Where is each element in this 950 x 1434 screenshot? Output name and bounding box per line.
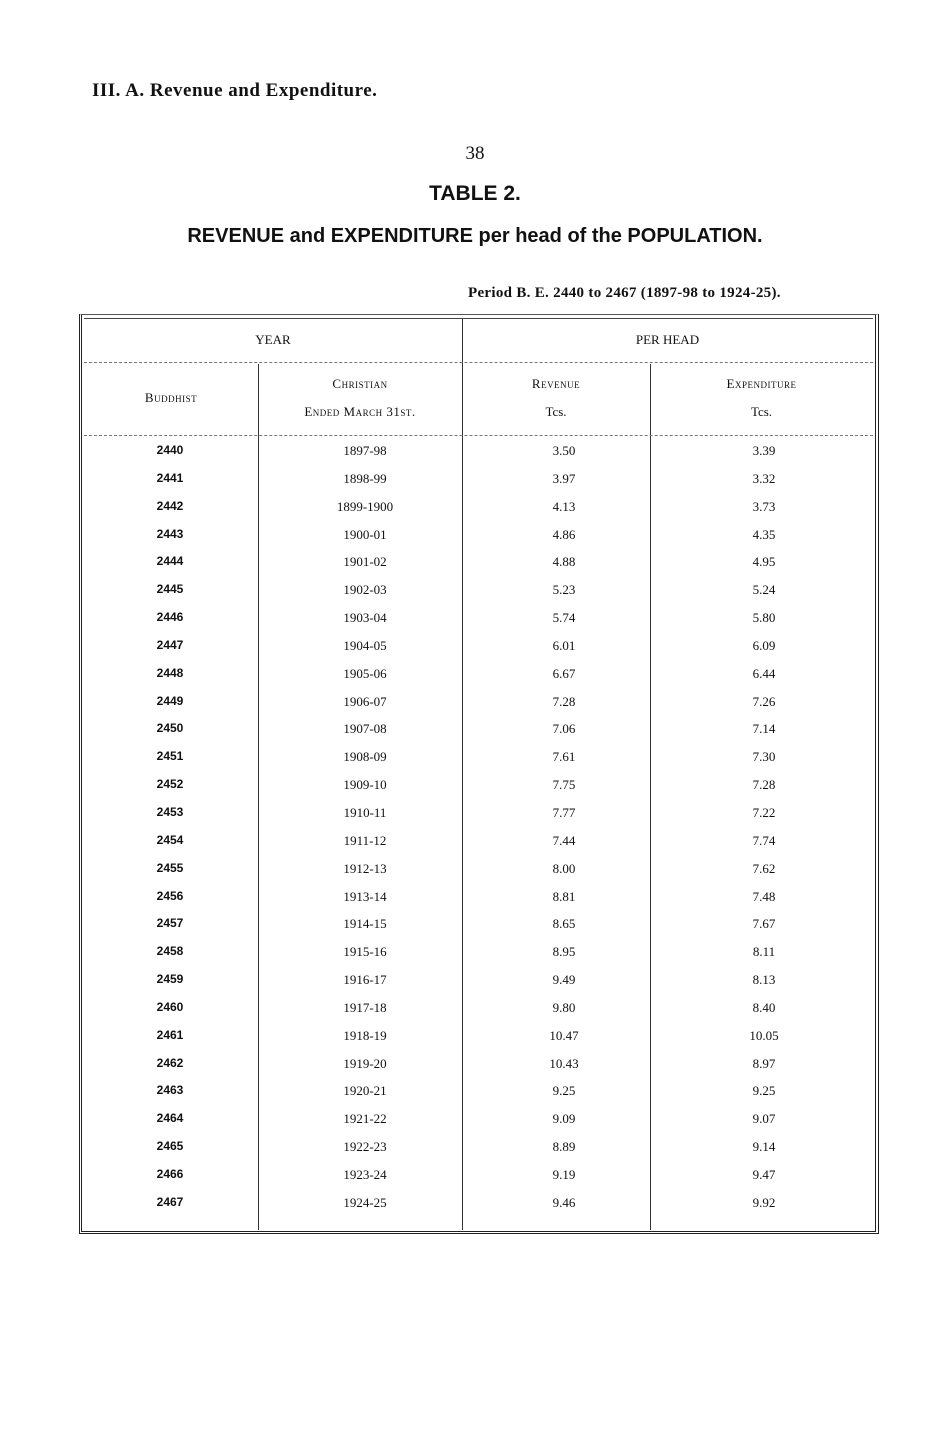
- buddhist-year-cell: 2448: [156, 665, 184, 680]
- header-rule-bottom: [84, 435, 873, 436]
- buddhist-year-cell: 2442: [156, 498, 184, 513]
- christian-year-cell: 1919-20: [343, 1055, 387, 1071]
- expenditure-per-head-cell: 7.26: [752, 693, 776, 709]
- header-christian: Christian: [332, 376, 388, 391]
- revenue-per-head-cell: 9.25: [552, 1083, 576, 1099]
- table-row: [0, 1139, 950, 1167]
- christian-year-cell: 1902-03: [343, 582, 387, 598]
- section-title: III. A. Revenue and Expenditure.: [92, 80, 378, 101]
- table-row: [0, 499, 950, 527]
- table-row: [0, 610, 950, 638]
- buddhist-year-cell: 2455: [156, 860, 184, 875]
- revenue-per-head-cell: 9.80: [552, 999, 576, 1015]
- christian-year-cell: 1918-19: [343, 1027, 387, 1043]
- revenue-per-head-cell: 7.44: [552, 832, 576, 848]
- header-per-head: PER HEAD: [635, 332, 700, 347]
- table-row: [0, 638, 950, 666]
- expenditure-per-head-cell: 3.39: [752, 443, 776, 458]
- christian-year-cell: 1898-99: [343, 470, 387, 486]
- header-expenditure-unit: Tcs.: [750, 404, 773, 419]
- christian-year-cell: 1921-22: [343, 1111, 387, 1127]
- table-row: [0, 777, 950, 805]
- christian-year-cell: 1911-12: [343, 832, 387, 848]
- revenue-per-head-cell: 9.09: [552, 1111, 576, 1127]
- buddhist-year-cell: 2440: [156, 443, 184, 457]
- revenue-per-head-cell: 10.47: [549, 1027, 579, 1043]
- expenditure-per-head-cell: 4.95: [752, 554, 776, 570]
- expenditure-per-head-cell: 3.32: [752, 470, 776, 486]
- expenditure-per-head-cell: 8.11: [752, 944, 776, 960]
- christian-year-cell: 1912-13: [343, 860, 387, 876]
- expenditure-per-head-cell: 7.22: [752, 804, 776, 820]
- buddhist-year-cell: 2466: [156, 1166, 184, 1181]
- table-row: [0, 833, 950, 861]
- buddhist-year-cell: 2464: [156, 1111, 184, 1126]
- expenditure-per-head-cell: 3.73: [752, 498, 776, 514]
- christian-year-cell: 1900-01: [343, 526, 387, 542]
- expenditure-per-head-cell: 8.40: [752, 999, 776, 1015]
- buddhist-year-cell: 2461: [156, 1027, 184, 1042]
- table-row: [0, 889, 950, 917]
- table-row: [0, 1167, 950, 1195]
- buddhist-year-cell: 2446: [156, 610, 184, 625]
- table-row: [0, 805, 950, 833]
- header-year: YEAR: [255, 332, 291, 347]
- expenditure-per-head-cell: 7.74: [752, 832, 776, 848]
- expenditure-per-head-cell: 7.48: [752, 888, 776, 904]
- buddhist-year-cell: 2460: [156, 999, 184, 1014]
- revenue-per-head-cell: 9.46: [552, 1194, 576, 1210]
- expenditure-per-head-cell: 6.09: [752, 637, 776, 653]
- buddhist-year-cell: 2467: [156, 1194, 184, 1209]
- christian-year-cell: 1904-05: [343, 637, 387, 653]
- christian-year-cell: 1905-06: [343, 665, 387, 681]
- header-rule-top: [84, 318, 873, 319]
- revenue-per-head-cell: 3.50: [552, 443, 576, 458]
- period-label: Period B. E. 2440 to 2467 (1897-98 to 1924-25).: [468, 285, 781, 301]
- table-row: [0, 666, 950, 694]
- revenue-per-head-cell: 8.81: [552, 888, 576, 904]
- christian-year-cell: 1923-24: [343, 1166, 387, 1182]
- buddhist-year-cell: 2444: [156, 554, 184, 569]
- revenue-per-head-cell: 4.13: [552, 498, 576, 514]
- header-rule-middle: [84, 362, 873, 363]
- christian-year-cell: 1907-08: [343, 721, 387, 737]
- expenditure-per-head-cell: 7.30: [752, 749, 776, 765]
- table-row: [0, 916, 950, 944]
- table-row: [0, 443, 950, 471]
- buddhist-year-cell: 2459: [156, 972, 184, 987]
- expenditure-per-head-cell: 8.97: [752, 1055, 776, 1071]
- christian-year-cell: 1920-21: [343, 1083, 387, 1099]
- expenditure-per-head-cell: 7.28: [752, 777, 776, 793]
- expenditure-per-head-cell: 9.92: [752, 1194, 776, 1210]
- revenue-per-head-cell: 5.74: [552, 610, 576, 626]
- christian-year-cell: 1897-98: [343, 443, 387, 458]
- table-row: [0, 944, 950, 972]
- revenue-per-head-cell: 8.65: [552, 916, 576, 932]
- header-revenue: Revenue: [531, 376, 581, 391]
- christian-year-cell: 1908-09: [343, 749, 387, 765]
- revenue-per-head-cell: 7.61: [552, 749, 576, 765]
- christian-year-cell: 1906-07: [343, 693, 387, 709]
- expenditure-per-head-cell: 9.47: [752, 1166, 776, 1182]
- buddhist-year-cell: 2462: [156, 1055, 184, 1070]
- christian-year-cell: 1915-16: [343, 944, 387, 960]
- table-subtitle: REVENUE and EXPENDITURE per head of the POPULATION.: [187, 225, 763, 247]
- table-row: [0, 749, 950, 777]
- header-buddhist: Buddhist: [144, 390, 198, 405]
- buddhist-year-cell: 2453: [156, 804, 184, 819]
- revenue-per-head-cell: 7.06: [552, 721, 576, 737]
- buddhist-year-cell: 2452: [156, 777, 184, 792]
- expenditure-per-head-cell: 9.14: [752, 1139, 776, 1155]
- expenditure-per-head-cell: 7.62: [752, 860, 776, 876]
- revenue-per-head-cell: 3.97: [552, 470, 576, 486]
- christian-year-cell: 1917-18: [343, 999, 387, 1015]
- expenditure-per-head-cell: 6.44: [752, 665, 776, 681]
- buddhist-year-cell: 2441: [156, 470, 184, 485]
- christian-year-cell: 1899-1900: [336, 498, 394, 514]
- christian-year-cell: 1913-14: [343, 888, 387, 904]
- expenditure-per-head-cell: 5.24: [752, 582, 776, 598]
- revenue-per-head-cell: 9.19: [552, 1166, 576, 1182]
- buddhist-year-cell: 2456: [156, 888, 184, 903]
- christian-year-cell: 1901-02: [343, 554, 387, 570]
- expenditure-per-head-cell: 10.05: [749, 1027, 779, 1043]
- table-row: [0, 1028, 950, 1056]
- buddhist-year-cell: 2450: [156, 721, 184, 736]
- expenditure-per-head-cell: 5.80: [752, 610, 776, 626]
- table-row: [0, 694, 950, 722]
- expenditure-per-head-cell: 4.35: [752, 526, 776, 542]
- table-row: [0, 1195, 950, 1223]
- christian-year-cell: 1924-25: [343, 1194, 387, 1210]
- expenditure-per-head-cell: 8.13: [752, 972, 776, 988]
- buddhist-year-cell: 2454: [156, 832, 184, 847]
- table-title: TABLE 2.: [429, 182, 521, 205]
- table-row: [0, 1083, 950, 1111]
- christian-year-cell: 1910-11: [343, 804, 387, 820]
- table-body: [0, 443, 950, 1223]
- header-revenue-unit: Tcs.: [545, 404, 567, 419]
- table-row: [0, 972, 950, 1000]
- revenue-per-head-cell: 7.75: [552, 777, 576, 793]
- expenditure-per-head-cell: 9.07: [752, 1111, 776, 1127]
- revenue-per-head-cell: 7.77: [552, 804, 576, 820]
- expenditure-per-head-cell: 7.14: [752, 721, 776, 737]
- table-row: [0, 527, 950, 555]
- buddhist-year-cell: 2463: [156, 1083, 184, 1098]
- christian-year-cell: 1922-23: [343, 1139, 387, 1155]
- table-row: [0, 554, 950, 582]
- buddhist-year-cell: 2447: [156, 637, 184, 652]
- christian-year-cell: 1916-17: [343, 972, 387, 988]
- revenue-per-head-cell: 4.88: [552, 554, 576, 570]
- table-row: [0, 1000, 950, 1028]
- revenue-per-head-cell: 6.01: [552, 637, 576, 653]
- buddhist-year-cell: 2465: [156, 1139, 184, 1154]
- christian-year-cell: 1903-04: [343, 610, 387, 626]
- buddhist-year-cell: 2458: [156, 944, 184, 959]
- table-row: [0, 471, 950, 499]
- buddhist-year-cell: 2451: [156, 749, 184, 764]
- table-row: [0, 582, 950, 610]
- header-expenditure: Expenditure: [726, 376, 797, 391]
- revenue-per-head-cell: 4.86: [552, 526, 576, 542]
- expenditure-per-head-cell: 9.25: [752, 1083, 776, 1099]
- table-row: [0, 1111, 950, 1139]
- revenue-per-head-cell: 10.43: [549, 1055, 579, 1071]
- buddhist-year-cell: 2443: [156, 526, 184, 541]
- buddhist-year-cell: 2445: [156, 582, 184, 597]
- christian-year-cell: 1914-15: [343, 916, 387, 932]
- buddhist-year-cell: 2449: [156, 693, 184, 708]
- revenue-per-head-cell: 7.28: [552, 693, 576, 709]
- table-row: [0, 1056, 950, 1084]
- revenue-per-head-cell: 8.00: [552, 860, 576, 876]
- revenue-per-head-cell: 8.95: [552, 944, 576, 960]
- table-row: [0, 861, 950, 889]
- revenue-per-head-cell: 8.89: [552, 1139, 576, 1155]
- christian-year-cell: 1909-10: [343, 777, 387, 793]
- revenue-per-head-cell: 9.49: [552, 972, 576, 988]
- revenue-per-head-cell: 6.67: [552, 665, 576, 681]
- expenditure-per-head-cell: 7.67: [752, 916, 776, 932]
- revenue-per-head-cell: 5.23: [552, 582, 576, 598]
- header-christian-ended: Ended March 31st.: [304, 404, 416, 419]
- table-row: [0, 721, 950, 749]
- page-number: 38: [465, 143, 485, 164]
- buddhist-year-cell: 2457: [156, 916, 184, 931]
